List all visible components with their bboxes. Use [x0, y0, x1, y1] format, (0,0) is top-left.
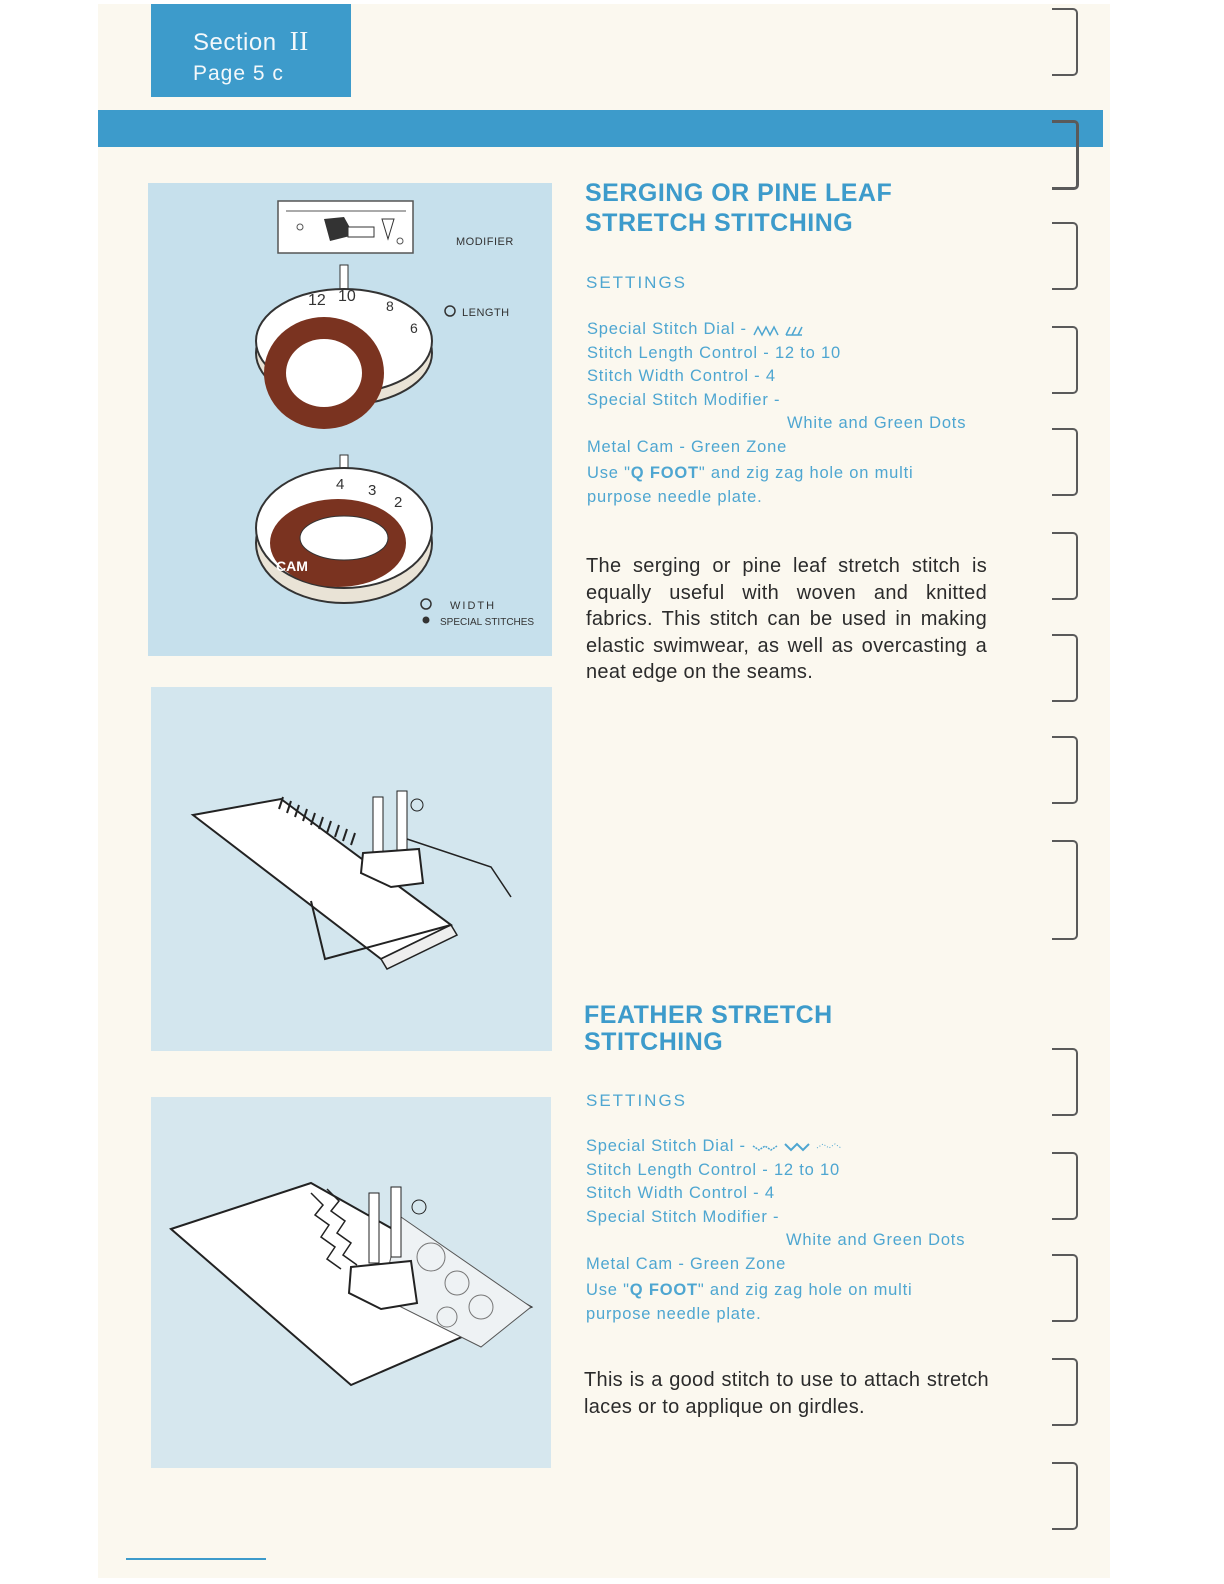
stitch-width-setting: Stitch Width Control - 4 — [587, 367, 776, 385]
dial-number: 8 — [386, 298, 394, 314]
special-stitches-label: SPECIAL STITCHES — [440, 617, 535, 628]
stitch-width-setting: Stitch Width Control - 4 — [586, 1184, 775, 1202]
metal-cam-setting: Metal Cam - Green Zone — [586, 1254, 787, 1273]
dial-number: 4 — [336, 476, 345, 493]
dials-illustration — [148, 183, 552, 656]
width-label: WIDTH — [450, 600, 497, 612]
feather-drawing — [151, 1097, 551, 1468]
modifier-setting: Special Stitch Modifier - — [587, 390, 781, 409]
dial-number: 2 — [394, 494, 403, 511]
section-numeral: II — [289, 26, 309, 56]
modifier-value: White and Green Dots — [786, 1231, 966, 1249]
stitch-length-setting: Stitch Length Control - 12 to 10 — [587, 343, 841, 362]
stitch-dial-setting: Special Stitch Dial - — [587, 318, 966, 342]
section1-description: The serging or pine leaf stretch stitch is equally useful with woven and knitted fabrics. This stitch can be used in making elastic swimwear, as well as overcasting a neat edge on the seams. — [586, 555, 987, 683]
section2-settings-heading: SETTINGS — [586, 1091, 688, 1110]
section2-description: This is a good stitch to use to attach stretch laces or to applique on girdles. — [584, 1369, 989, 1418]
foot-instruction: Use "Q FOOT" and zig zag hole on multi — [586, 1281, 913, 1299]
metal-cam-setting: Metal Cam - Green Zone — [587, 437, 788, 456]
dials-drawing — [148, 183, 552, 656]
dial-number: 10 — [338, 288, 356, 305]
stitch-length-setting: Stitch Length Control - 12 to 10 — [586, 1160, 840, 1179]
section2-settings — [586, 1135, 965, 1326]
section1-settings-heading: SETTINGS — [586, 273, 688, 292]
section1-settings — [587, 318, 966, 509]
section-label: Section — [193, 29, 277, 56]
foot-instruction: Use "Q FOOT" and zig zag hole on multi — [587, 464, 914, 482]
dial-number: 12 — [308, 292, 326, 309]
length-label: LENGTH — [462, 307, 510, 319]
section-tab — [151, 4, 351, 97]
dial-number: 3 — [368, 482, 377, 499]
stitch-dial-setting: Special Stitch Dial - — [586, 1135, 965, 1159]
section1-title: SERGING OR PINE LEAF STRETCH STITCHING — [585, 179, 893, 237]
feather-illustration — [151, 1097, 551, 1468]
pine-leaf-stitch-icon — [752, 323, 808, 337]
modifier-setting: Special Stitch Modifier - — [586, 1207, 780, 1226]
dial-number: 6 — [410, 320, 418, 336]
foot-instruction-line2: purpose needle plate. — [587, 487, 763, 506]
serging-illustration — [151, 687, 552, 1051]
footer-line — [126, 1558, 266, 1560]
modifier-value: White and Green Dots — [787, 414, 967, 432]
serging-drawing — [151, 687, 552, 1051]
section2-title: FEATHER STRETCH STITCHING — [584, 1001, 833, 1056]
feather-stitch-icon — [751, 1140, 847, 1154]
header-band — [98, 110, 1103, 147]
modifier-label: MODIFIER — [456, 236, 514, 248]
foot-instruction-line2: purpose needle plate. — [586, 1304, 762, 1323]
cam-label: CAM — [276, 558, 308, 574]
page-label: Page 5 c — [193, 62, 284, 85]
